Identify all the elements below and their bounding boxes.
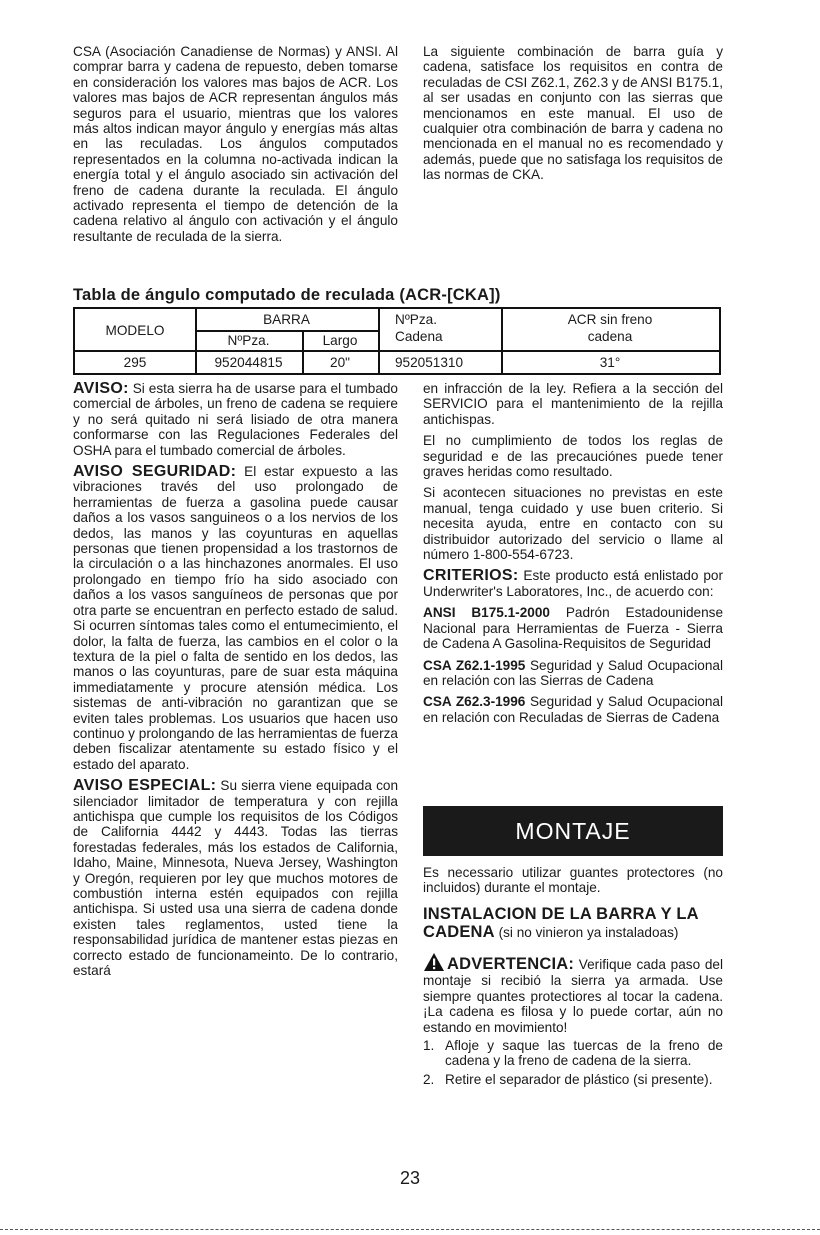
installation-title: INSTALACION DE LA BARRA Y LA CADENA [423, 904, 699, 942]
standard-csa-z621 [423, 658, 723, 689]
notices-column-right [423, 381, 723, 725]
cell-barra-npza: 952044815 [214, 355, 283, 370]
intro-column-right [423, 44, 723, 183]
header-barra: BARRA [263, 312, 310, 327]
standard-ansi-text: Padrón Estadounidense Nacional para Herramientas de Fuerza - Sierra de Cadena A Gasolina-Requisitos de Seguridad [423, 605, 724, 652]
installation-subtitle: (si no vinieron ya instaladoas) [494, 925, 679, 941]
aviso-paragraph [73, 381, 398, 458]
header-cadena-npza [378, 312, 501, 344]
standard-csa-z621-label: CSA Z62.1-1995 [423, 657, 526, 673]
cell-cadena-npza: 952051310 [395, 355, 464, 370]
aviso-especial-text: Su sierra viene equipada con silenciador limitador de temperatura y con rejilla antichispa que cumple los requisitos de los Códigos de California 4442 y 4443. Todas las tierras forestadas federales, más los estados de California, Idaho, Maine, Minnesota, Nueva Jersey, Washington y Oregón, requieren por ley que muchos motores de combustión interna estén equipados con rejilla antichispa. Si usted usa una sierra de cadena donde existen tales reglamentos, usted tiene la responsabilidad jurídica de mantener estas piezas en correcto estado de funcionameinto. De lo contrario, estará [73, 778, 398, 979]
criterios-text: Este producto está enlistado por Underwriter's Laboratores, Inc., de acuerdo con: [423, 568, 723, 599]
cell-largo: 20" [330, 355, 350, 370]
aviso-label: AVISO: [73, 380, 129, 397]
cell-modelo: 295 [123, 355, 147, 370]
standard-csa-z623 [423, 694, 723, 725]
standard-csa-z623-text: Seguridad y Salud Ocupacional en relación con Reculadas de Sierras de Cadena [423, 694, 723, 725]
intro-column-left [73, 44, 398, 244]
table-row-divider [75, 350, 719, 352]
header-acr-line1: ACR sin freno [567, 312, 653, 327]
kickback-angle-table [73, 307, 721, 375]
page-number: 23 [399, 1168, 421, 1188]
header-acr [501, 312, 719, 344]
notices-column-left [73, 381, 398, 978]
header-cadena-npza-line2: Cadena [395, 329, 443, 344]
standard-ansi [423, 605, 723, 651]
step-number: 2. [423, 1071, 435, 1087]
warning-icon [423, 952, 445, 972]
gloves-paragraph: Es necessario utilizar guantes protectores (no incluidos) durante el montaje. [423, 865, 723, 896]
cumplimiento-paragraph: El no cumplimiento de todos los reglas de seguridad e de las precauciónes puede tener graves heridas como resultado. [423, 433, 723, 480]
table-subheader-divider [195, 330, 378, 332]
warning-paragraph [423, 952, 723, 1035]
table-title: Tabla de ángulo computado de reculada (ACR-[CKA]) [73, 286, 501, 304]
aviso-especial-label: AVISO ESPECIAL: [73, 777, 217, 795]
situaciones-paragraph: Si acontecen situaciones no previstas en este manual, tenga cuidado y use buen criterio. Si necesita ayuda, entre en contacto con su distribuidor autorizado del servicio o llame al número 1-800-554-6723. [423, 485, 723, 563]
installation-heading [423, 905, 723, 943]
list-item [423, 1038, 723, 1069]
standard-csa-z623-label: CSA Z62.3-1996 [423, 694, 526, 710]
assembly-steps [423, 1038, 723, 1087]
header-acr-line2: cadena [587, 329, 633, 344]
aviso-seguridad-text: El estar expuesto a las vibraciones través del uso prolongado de herramientas de fuerza a gasolina puede causar daños a los vasos sanguineos o a los nervios de los dedos, las manos y las coyunturas en aquellas personas que tienen propensidad a los trastornos de la circulación o a las hinchazones anormales. El uso prolongado en tiempo frío ha sido asociado con daños a los vasos sanguíneos de personas que por otra parte se encuentran en perfecto estado de salud. Si ocurren síntomas tales como el entumecimiento, el dolor, la falta de fuerza, las cambios en el color o la textura de la piel o falta de sentido en los dedos, las manos o las coyunturas, pare de suar esta máquina immediatamente y procure atensión médica. Los sistemas de anti-vibración no garantizan que se eviten tales problemas. Los usuarios que hacen uso continuo y prolongando de las herramientas de fuerza deben fiscalizar atentamente su estado físico y el estado del aparato. [73, 464, 398, 772]
aviso-especial-paragraph [73, 778, 398, 978]
step-number: 1. [423, 1037, 435, 1053]
warning-text: Verifique cada paso del montaje si recibió la sierra ya armada. Use siempre quantes protectiores al tocar la cadena. ¡La cadena es filosa y lo puede cortar, aún no estando en movimiento! [423, 956, 723, 1035]
warning-label: ADVERTENCIA: [447, 954, 575, 973]
criterios-label: CRITERIOS: [423, 567, 519, 585]
aviso-text: Si esta sierra ha de usarse para el tumbado comercial de árboles, un freno de cadena se requiere y no será quitado ni será lisiado de otra manera conformarse con las Regulaciones Federales del OSHA para el tumbado comercial de árboles. [73, 381, 398, 458]
standard-ansi-label: ANSI B175.1-2000 [423, 605, 550, 621]
list-item [423, 1072, 723, 1087]
step-text: Afloje y saque las tuercas de la freno de cadena y la freno de cadena de la sierra. [445, 1037, 723, 1069]
montaje-banner: MONTAJE [423, 806, 723, 856]
assembly-column [423, 865, 723, 1087]
header-barra-npza: NºPza. [227, 333, 270, 348]
infraccion-paragraph: en infracción de la ley. Refiera a la sección del SERVICIO para el mantenimiento de la rejilla antichispas. [423, 381, 723, 427]
combination-paragraph: La siguiente combinación de barra guía y cadena, satisface los requisitos en contra de reculadas de CSI Z62.1, Z62.3 y de ANSI B175.1, al ser usadas en conjunto con las sierras que mencionamos en este manual. El uso de cualquier otra combinación de barra y cadena no mencionada en el manual no es recomendado y además, puede que no satisfaga los requisitos de las normas de CKA. [423, 44, 723, 183]
standard-csa-z621-text: Seguridad y Salud Ocupacional en relación con las Sierras de Cadena [423, 657, 723, 688]
header-largo: Largo [322, 333, 358, 348]
criterios-paragraph [423, 568, 723, 599]
header-modelo: MODELO [105, 323, 165, 338]
bottom-rule [0, 1229, 820, 1230]
intro-paragraph: CSA (Asociación Canadiense de Normas) y ANSI. Al comprar barra y cadena de repuesto, deben tomarse en consideración los valores mas bajos de ACR. Los valores mas bajos de ACR representan ángulos más seguros para el usuario, mientras que los valores más altos indican mayor ángulo y energías más altas en las reculadas. Los ángulos computados representados en la columna no-activada indican la energía total y el ángulo asociado sin activación del freno de cadena durante la reculada. El ángulo activado representa el tiempo de detención de la cadena relativo al ángulo con activación y el ángulo resultante de reculada de la sierra. [73, 44, 398, 244]
step-text: Retire el separador de plástico (si presente). [445, 1071, 713, 1087]
cell-acr: 31° [599, 355, 621, 370]
aviso-seguridad-paragraph [73, 464, 398, 772]
header-cadena-npza-line1: NºPza. [395, 312, 437, 327]
aviso-seguridad-label: AVISO SEGURIDAD: [73, 463, 237, 481]
